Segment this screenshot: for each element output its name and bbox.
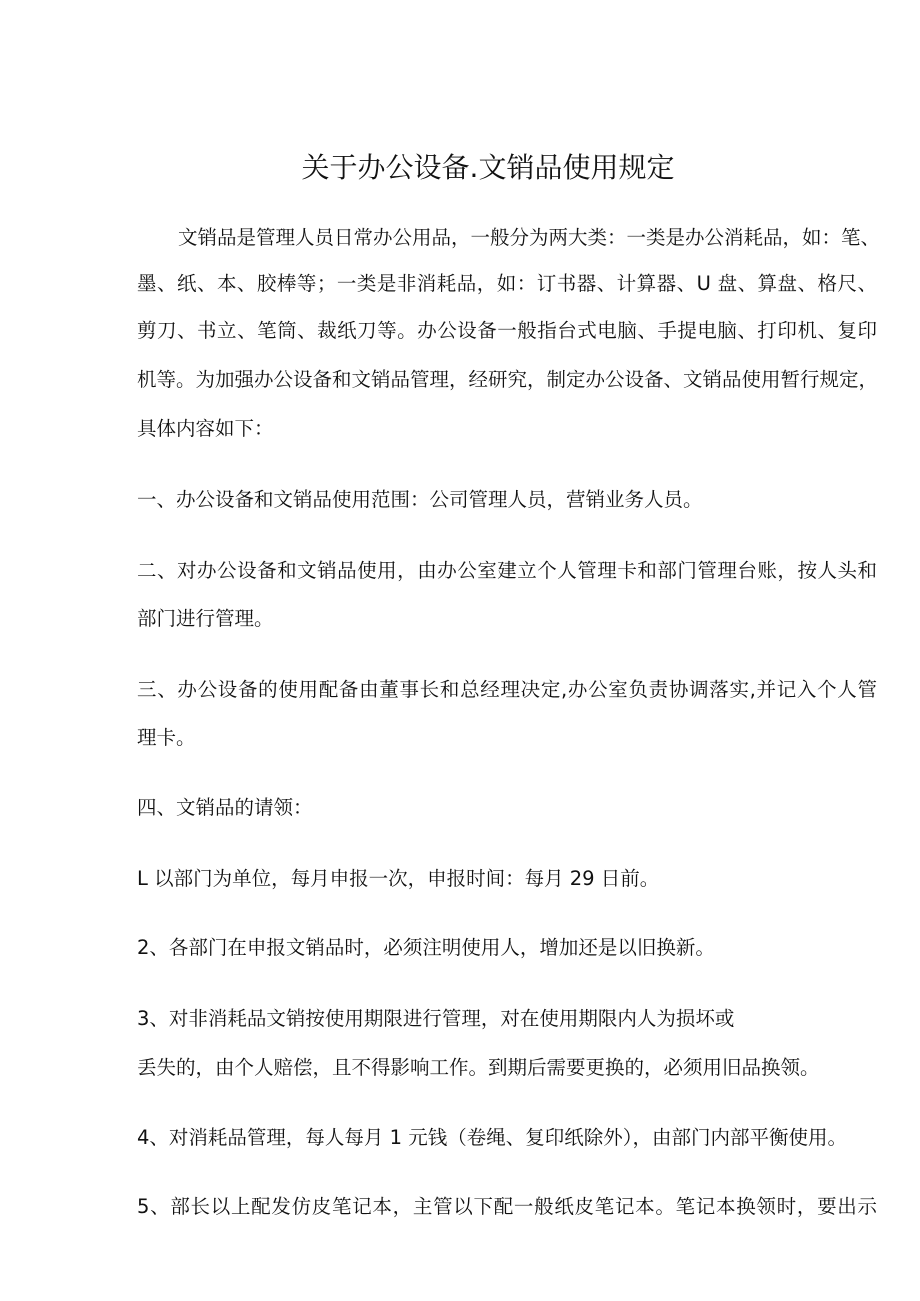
rule-4-line-1: 4、对消耗品管理，每人每月 1 元钱（卷绳、复印纸除外），由部门内部平衡使用。 [137,1126,847,1149]
paragraph-intro-line-2: 墨、纸、本、胶棒等；一类是非消耗品，如：订书器、计算器、U 盘、算盘、格尺、 [137,272,877,295]
paragraph-intro-line-4: 机等。为加强办公设备和文销品管理，经研究，制定办公设备、文销品使用暂行规定， [137,368,879,391]
rule-2-line-1: 2、各部门在申报文销品时，必须注明使用人，增加还是以旧换新。 [137,936,715,959]
paragraph-intro-line-3: 剪刀、书立、笔筒、裁纸刀等。办公设备一般指台式电脑、手提电脑、打印机、复印 [137,319,877,342]
section-1-line-1: 一、办公设备和文销品使用范围：公司管理人员，营销业务人员。 [137,488,703,511]
section-3-line-1: 三、办公设备的使用配备由董事长和总经理决定,办公室负责协调落实,并记入个人管 [137,678,877,701]
rule-5-line-1: 5、部长以上配发仿皮笔记本，主管以下配一般纸皮笔记本。笔记本换领时，要出示 [137,1195,877,1218]
section-2-line-1: 二、对办公设备和文销品使用，由办公室建立个人管理卡和部门管理台账，按人头和 [137,559,877,582]
section-2-line-2: 部门进行管理。 [137,607,274,630]
rule-3-line-2: 丢失的，由个人赔偿，且不得影响工作。到期后需要更换的，必须用旧品换领。 [137,1056,820,1079]
paragraph-intro-line-1: 文销品是管理人员日常办公用品，一般分为两大类：一类是办公消耗品，如：笔、 [178,226,881,249]
paragraph-intro-line-5: 具体内容如下： [137,417,274,440]
rule-1-line-1: L 以部门为单位，每月申报一次，申报时间：每月 29 日前。 [137,867,660,890]
section-3-line-2: 理卡。 [137,726,196,749]
document-title: 关于办公设备.文销品使用规定 [301,151,675,184]
rule-3-line-1: 3、对非消耗品文销按使用期限进行管理，对在使用期限内人为损坏或 [137,1007,735,1030]
section-4-heading: 四、文销品的请领： [137,796,313,819]
